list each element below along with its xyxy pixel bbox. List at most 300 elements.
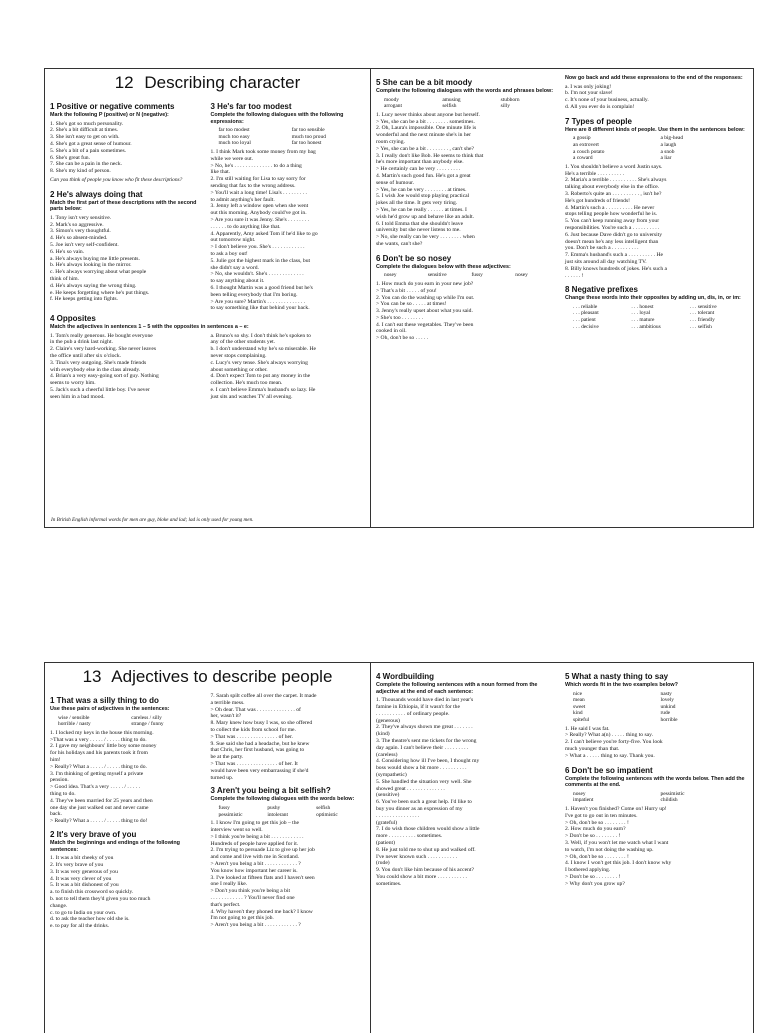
exercise-line: the office until after six o'clock. (50, 353, 122, 360)
exercise-line: e. I can't believe Emma's husband's so lazy. He (210, 387, 316, 394)
exercise-line: 4. I can't eat these vegetables. They've been (376, 321, 474, 328)
exercise-line: I've got to go out in ten minutes. (565, 812, 638, 819)
word-option: a snob (660, 148, 675, 155)
exercise-line: d. to ask the teacher how old she is. (50, 916, 130, 923)
exercise-line: > Oh, don't be so . . . . . . . . ! (565, 853, 629, 860)
exercise-line: talking about everybody else in the office. (565, 184, 660, 191)
exercise-line: to say something like that behind your back. (210, 305, 310, 312)
word-option: fussy (218, 804, 230, 811)
word-option: far too honest (291, 140, 322, 147)
exercise-line: a terrible mess. (210, 699, 245, 706)
exercise-line: 5. Julie got the highest mark in the class, but (210, 257, 311, 264)
word-box (219, 805, 366, 818)
exercise-line: to collect the kids from school for me. (210, 726, 296, 733)
exercise-line: never stops complaining. (210, 353, 267, 360)
word-box (573, 691, 748, 724)
exercise-line: you. Don't be such a . . . . . . . . . . (565, 245, 639, 252)
exercise-line: > No, he's . . . . . . . . . . . . . . to do a thing (210, 162, 302, 169)
exercise-line: > Really? What a . . . . . / . . . . . thing to do! (50, 818, 148, 825)
word-box (573, 791, 748, 804)
word-option: pessimistic (660, 790, 685, 797)
exercise-line: 8. Mary knew how busy I was, so she offered (210, 720, 313, 727)
word-option: far too modest (218, 127, 250, 134)
exercise-line: > You'll wait a long time! Lisa's . . . . . . . . . (210, 189, 307, 196)
exercise-line: b. I don't understand why he's so miserable. He (210, 346, 316, 353)
exercise-line: > Aren't you being a bit . . . . . . . . . . . . ? (210, 922, 301, 929)
word-option: nosey (515, 272, 528, 279)
exercise-line: d. Don't expect Tom to put any money in the (210, 373, 311, 380)
exercise-line: 7. She can be a pain in the neck. (50, 161, 123, 168)
exercise-line: He's a terrible . . . . . . . . . . (565, 170, 625, 177)
exercise-line: 7. I do wish those children would show a little (376, 826, 480, 833)
exercise-line: 2. I'm still waiting for Lisa to say sorry for (210, 176, 306, 183)
word-option: pessimistic (218, 811, 243, 818)
word-option: . . . selfish (689, 323, 712, 330)
exercise-line: 5. Joe isn't very self-confident. (50, 241, 119, 248)
exercise-line: buy you dinner as an expression of my (376, 805, 463, 812)
exercise-line: 2. It's very brave of you (50, 861, 104, 868)
exercise-line: > I don't believe you. She's . . . . . . . . . . . . (210, 244, 305, 251)
exercise-lines (376, 112, 559, 248)
exercise-line: . . . . . . to do anything like that. (210, 223, 281, 230)
exercise-lines (565, 164, 748, 280)
exercise-line: 6. You've been such a great help. I'd like to (376, 799, 472, 806)
exercise-line: (rude) (376, 860, 390, 867)
exercise-lines (211, 333, 366, 401)
word-option: stubborn (500, 96, 520, 103)
exercise-line: 1. Haven't you finished? Come on! Hurry up! (565, 805, 667, 812)
exercise-line: and come and live with me in Scotland. (210, 854, 300, 861)
exercise-line: responsibilities. You're such a . . . . . . . . . . (565, 224, 660, 231)
exercise-line: 3. It was very generous of you (50, 868, 118, 875)
word-option: . . . pleasant (573, 310, 599, 317)
exercise-line: seems to worry him. (50, 380, 96, 387)
exercise-line: > She's too . . . . . . . . (376, 314, 424, 321)
instruction: Complete the following sentences with the words below. Then add the comments at the end. (565, 775, 745, 789)
word-option: amusing (442, 96, 461, 103)
exercise-line: collection. He's much too mean. (210, 380, 283, 387)
word-option: horrible / nasty (58, 721, 91, 728)
section-title: 4 Opposites (50, 314, 96, 324)
exercise-line: 1. Lucy never thinks about anyone but herself. (376, 111, 480, 118)
section-title: 3 Aren't you being a bit selfish? (210, 786, 331, 796)
exercise-line: be at the party. (210, 754, 244, 761)
instruction: Complete the following dialogues with the following expressions: (210, 112, 344, 125)
exercise-line: c. It's none of your business, actually. (565, 97, 649, 104)
exercise-lines (50, 121, 205, 175)
word-box (219, 127, 366, 147)
exercise-line: > Yes, she can be a bit . . . . . . . . sometimes. (376, 118, 475, 125)
instruction: Here are 8 different kinds of people. Use them in the sentences below: (565, 126, 745, 133)
word-option: selfish (316, 804, 331, 811)
word-option: nice (573, 690, 582, 697)
word-option: . . . sensitive (689, 303, 717, 310)
exercise-line: day again. I can't believe their . . . . . . . . . (376, 744, 469, 751)
word-option: horrible (660, 716, 678, 723)
exercise-line: while we were out. (210, 155, 254, 162)
exercise-line: been telling everybody that I'm boring. (210, 291, 298, 298)
exercise-line: 2. I gave my neighbours' little boy some money (50, 743, 157, 750)
exercise-line: 1. Tony isn't very sensitive. (50, 214, 112, 221)
exercise-line: (sensitive) (376, 792, 400, 799)
section-title: 1 Positive or negative comments (50, 102, 175, 111)
exercise-line: > Don't be so . . . . . . . . ! (565, 833, 621, 840)
exercise-line: 3. Tina's very outgoing. She's made friends (50, 359, 147, 366)
u12-left-column-1 (50, 99, 205, 312)
exercise-line: > What a . . . . . thing to say. Thank you. (565, 752, 655, 759)
exercise-line: . . . . . . . . . . . . ? You'll never find one (210, 894, 295, 901)
word-option: fussy (471, 272, 483, 279)
unit-number: 12 (114, 73, 134, 92)
exercise-line: 1. It was a bit cheeky of you (50, 855, 114, 862)
exercise-line: 2. Maria's a terrible . . . . . . . . . . She's always (565, 177, 667, 184)
exercise-line: interview went so well. (210, 826, 263, 833)
exercise-line: 4. Martin's such a . . . . . . . . . . He never (565, 204, 655, 211)
exercise-lines (565, 84, 748, 111)
exercise-line: doesn't mean he's any less intelligent than (565, 238, 659, 245)
exercise-line: 4. Why haven't they phoned me back? I know (210, 908, 313, 915)
exercise-line: You know how important her career is. (210, 867, 298, 874)
u13-right-column-2 (565, 669, 748, 888)
exercise-line: > Why don't you grow up? (565, 880, 625, 887)
exercise-line: to watch, I'm not doing the washing up. (565, 846, 654, 853)
word-option: careless / silly (131, 714, 162, 721)
u13-right-column-1 (376, 669, 559, 888)
exercise-line: 1. I think Mark took some money from my bag (210, 148, 316, 155)
exercise-line: > I think you're being a bit . . . . . . . . . . . . (210, 833, 304, 840)
word-option: an extrovert (573, 141, 599, 148)
exercise-line: 1. She's got so much personality. (50, 120, 124, 127)
exercise-line: her, wasn't it? (210, 713, 242, 720)
exercise-line: sometimes. (376, 880, 402, 887)
exercise-line: b. I'm not your slave! (565, 90, 613, 97)
exercise-line: that's perfect. (210, 901, 241, 908)
exercise-line: (grateful) (376, 819, 398, 826)
u13-left-column-1 (50, 693, 205, 930)
exercise-line: more . . . . . . . . . . sometimes. (376, 833, 443, 840)
exercise-line: about something or other. (210, 366, 268, 373)
instruction: Use these pairs of adjectives in the sentences: (50, 706, 170, 712)
word-option: nosey (384, 272, 397, 279)
exercise-line: one day she just walked out and never came (50, 804, 149, 811)
exercise-line: just sits and watches TV all evening. (210, 393, 293, 400)
u12-right-column-1 (376, 75, 559, 342)
exercise-line: 2. Claire's very hard-working. She never leaves (50, 346, 157, 353)
section-title: 5 What a nasty thing to say (565, 672, 669, 681)
exercise-line: in the pub a drink last night. (50, 339, 113, 346)
word-box (573, 135, 748, 161)
exercise-line: 4. Considering how ill I've been, I thought my (376, 758, 480, 765)
word-option: . . . loyal (631, 310, 651, 317)
exercise-line: 2. I can't believe you're forty-five. You look (565, 739, 663, 746)
exercise-line: > Are you sure? Martin's . . . . . . . . . . . . . . (210, 298, 306, 305)
exercise-line: > Don't be so . . . . . . . . ! (565, 873, 621, 880)
exercise-line: (patient) (376, 839, 395, 846)
exercise-line: 4. Brian's a very easy-going sort of guy. Nothing (50, 373, 159, 380)
word-option: a laugh (660, 141, 677, 148)
exercise-line: 3. I really don't like Bob. He seems to think that (376, 152, 484, 159)
word-option: far too sensible (291, 127, 325, 134)
exercise-line: out tomorrow night. (210, 237, 256, 244)
exercise-line: back. (50, 811, 62, 818)
exercise-line: c. to go to India on your own. (50, 909, 117, 916)
instruction: Change these words into their opposites by adding un, dis, in, or im: (565, 295, 741, 302)
exercise-line: pension. (50, 777, 69, 784)
word-option: . . . reliable (573, 303, 598, 310)
instruction: Match the first part of these descriptions with the second parts below: (50, 199, 197, 213)
word-option: a couch potato (573, 148, 605, 155)
exercise-line: to admit anything's her fault. (210, 196, 275, 203)
exercise-line: (generous) (376, 717, 400, 724)
exercise-line: that Chris, her first husband, was going to (210, 747, 305, 754)
exercise-line: him! (50, 756, 61, 763)
exercise-lines (211, 149, 366, 312)
u13-left-column-2 (211, 693, 366, 930)
exercise-line: a. Bruno's so shy. I don't think he's spoken to (210, 332, 311, 339)
exercise-line: 6. He's so vain. (50, 248, 85, 255)
exercise-line: 4. He's so absent-minded. (50, 235, 108, 242)
exercise-line: to ask a boy out! (210, 250, 248, 257)
word-option: strange / funny (131, 721, 164, 728)
exercise-line: with everybody else in the class already. (50, 366, 141, 373)
instruction: Match the adjectives in sentences 1 – 5 with the opposites in sentences a – e: (50, 324, 249, 331)
exercise-line: 2. Mark's so aggressive. (50, 221, 104, 228)
word-option: rude (660, 710, 671, 717)
word-option: a coward (573, 155, 593, 162)
exercise-line: 4. I know I won't get this job. I don't know why (565, 860, 672, 867)
word-option: much too proud (291, 133, 326, 140)
instruction: Match the beginnings and endings of the following sentences: (50, 839, 180, 853)
exercise-line: a. He's always buying me little presents. (50, 255, 140, 262)
unit-13-right-page (371, 663, 753, 1033)
exercise-line: b. not to tell them they'd given you too much (50, 895, 151, 902)
exercise-line: > That's a bit . . . . . of you! (376, 287, 437, 294)
exercise-line: a. to finish this crossword so quickly. (50, 889, 134, 896)
word-option: sensitive (427, 272, 447, 279)
u12-left-column-2 (211, 99, 366, 312)
exercise-line: 1. How much do you earn in your new job? (376, 280, 474, 287)
exercise-line: 5. You can't keep running away from your (565, 218, 660, 225)
exercise-line: to say anything about it. (210, 278, 265, 285)
unit-number: 13 (82, 667, 102, 686)
exercise-line: > Oh dear. That was . . . . . . . . . . . . . . of (210, 706, 301, 713)
exercise-line: 2. How much do you earn? (565, 826, 626, 833)
exercise-lines (565, 806, 748, 888)
unit-12-left-page (45, 69, 371, 527)
exercise-line: > Are you sure it was Jenny. She's . . . . . . . . (210, 216, 310, 223)
word-option: . . . decisive (573, 323, 599, 330)
section-title: 6 Don't be so nosey (376, 253, 452, 263)
exercise-line: showed great . . . . . . . . . . . . . . (376, 785, 445, 792)
word-option: . . . honest (631, 303, 654, 310)
section-title: 2 He's always doing that (50, 189, 143, 199)
exercise-line: 6. I told Emma that she shouldn't leave (376, 220, 464, 227)
exercise-line: 8. He just told me to shut up and walked off. (376, 846, 476, 853)
word-option: unkind (660, 703, 676, 710)
word-option: mean (573, 697, 585, 704)
exercise-line: 2. They've always shown me great . . . . . . . (376, 724, 473, 731)
exercise-line: stops telling people how wonderful he is. (565, 211, 658, 218)
exercise-line: out this morning. Anybody could've got in. (210, 210, 307, 217)
exercise-line: 3. Simon's very thoughtful. (50, 228, 111, 235)
section-title: 6 Don't be so impatient (565, 765, 653, 775)
word-option: a gossip (573, 135, 591, 142)
exercise-line: sense of humour. (376, 179, 415, 186)
exercise-line: You could show a bit more . . . . . . . . . . . (376, 873, 467, 880)
exercise-line: 9. You don't like him because of his accent? (376, 867, 474, 874)
word-box (384, 97, 559, 110)
exercise-line: 4. Apparently, Amy asked Tom if he'd like to go (210, 230, 318, 237)
word-option: childish (660, 797, 678, 804)
unit-12-page (44, 68, 754, 528)
exercise-lines (211, 820, 366, 929)
exercise-line: > No, she really can be very . . . . . . . . when (376, 234, 475, 241)
word-option: nasty (660, 690, 672, 697)
exercise-line: (sympathetic) (376, 771, 407, 778)
unit-title-text: Describing character (144, 73, 301, 92)
exercise-line: > Really? What a . . . . . / . . . . . thing to do. (50, 763, 147, 770)
exercise-line: 7. Sarah spilt coffee all over the carpet. It made (210, 693, 317, 699)
exercise-line: seen him in a bad mood. (50, 393, 105, 400)
word-option: spiteful (573, 716, 590, 723)
instruction: Complete the following dialogues with the words below: (210, 796, 355, 803)
exercise-line: I bothered applying. (565, 867, 611, 874)
word-option: sweet (573, 703, 586, 710)
exercise-line: one I really like. (210, 881, 248, 888)
exercise-line: wonderful and the next minute she's in her (376, 132, 471, 139)
exercise-line: wish he'd grow up and behave like an adult. (376, 213, 475, 220)
exercise-line: 5. She handled the situation very well. She (376, 778, 472, 785)
exercise-line: 2. Oh, Laura's impossible. One minute life is (376, 125, 477, 132)
exercise-line: 3. Jenny's really upset about what you said. (376, 308, 473, 315)
exercise-line: 3. I've looked at fifteen flats and I haven't seen (210, 874, 315, 881)
exercise-line: 9. Sue said she had a headache, but he knew (210, 740, 310, 747)
exercise-line: 5. She's a bit of a pain sometimes. (50, 147, 127, 154)
unit-title-text: Adjectives to describe people (111, 667, 333, 686)
exercise-line: 4. She's got a great sense of humour. (50, 140, 132, 147)
exercise-lines (50, 333, 205, 401)
exercise-line: > Yes, he can be really . . . . . . at times. I (376, 206, 467, 213)
exercise-line: (kind) (376, 731, 390, 738)
exercise-line: room crying. (376, 138, 405, 145)
exercise-line: . . . . . . . . . . . . . . . . (376, 812, 420, 819)
word-box (58, 715, 205, 728)
exercise-line: 3. I'm thinking of getting myself a private (50, 770, 144, 777)
word-option: kind (573, 710, 583, 717)
exercise-line: e. He keeps forgetting where he's put things. (50, 289, 150, 296)
exercise-line: >That was a very . . . . . / . . . . . thing to do. (50, 736, 147, 743)
exercise-line: 5. I wish Joe would stop playing practical (376, 193, 470, 200)
word-option: arrogant (384, 103, 402, 110)
exercise-line: sending that fax to the wrong address. (210, 182, 296, 189)
exercise-line: He's got hundreds of friends! (565, 197, 631, 204)
word-option: pushy (267, 804, 281, 811)
exercise-line: > You can be so . . . . . at times! (376, 301, 447, 308)
exercise-line: a. I was only joking! (565, 83, 612, 90)
exercise-line: boss would show a bit more . . . . . . . . . . (376, 765, 467, 772)
exercise-line: for his holidays and his parents took it from (50, 750, 148, 757)
exercise-line: 6. I thought Martin was a good friend but he's (210, 284, 313, 291)
instruction: Complete the following sentences with a noun formed from the adjective at the end of each sentence: (376, 682, 538, 695)
note: Can you think of people you know who fit these descriptions? (50, 176, 183, 183)
word-option: wise / sensible (58, 714, 90, 721)
exercise-line: 3. She isn't easy to get on with. (50, 134, 120, 141)
exercise-line: 7. Emma's husband's such a . . . . . . . . . . He (565, 252, 664, 259)
word-option: much too easy (218, 133, 250, 140)
exercise-lines (211, 693, 366, 781)
exercise-line: (careless) (376, 751, 398, 758)
section-title: 8 Negative prefixes (565, 285, 638, 295)
instruction: Complete the dialogues below with these adjectives: (376, 263, 511, 270)
word-option: . . . tolerant (689, 310, 715, 317)
exercise-line: 2. She's a bit difficult at times. (50, 127, 119, 134)
exercise-line: just sits around all day watching TV. (565, 258, 647, 265)
section-title: 3 He's far too modest (210, 102, 292, 111)
exercise-line: think of him. (50, 275, 80, 282)
exercise-line: d. He's always saying the wrong thing. (50, 282, 137, 289)
word-box (384, 272, 559, 279)
instruction: Mark the following P (positive) or N (negative): (50, 112, 169, 118)
instruction: Now go back and add these expressions to the end of the responses: (565, 75, 743, 81)
word-option: a liar (660, 155, 672, 162)
exercise-line: like that. (210, 169, 231, 176)
exercise-line: I've never known such . . . . . . . . . . . (376, 853, 458, 860)
exercise-line: > Aren't you being a bit . . . . . . . . . . . . ? (210, 860, 301, 867)
section-title: 7 Types of people (565, 116, 632, 126)
word-option: lovely (660, 697, 674, 704)
exercise-line: 4. Martin's such good fun. He's got a great (376, 172, 471, 179)
word-option: intolerant (267, 811, 288, 818)
exercise-line: she wants, can't she? (376, 240, 423, 247)
exercise-line: 6. Just because Dave didn't go to university (565, 231, 663, 238)
exercise-lines (50, 855, 205, 930)
exercise-line: f. He keeps getting into fights. (50, 296, 118, 303)
section-title: 4 Wordbuilding (376, 672, 435, 681)
exercise-line: > Really? What a(n) . . . . . thing to say. (565, 732, 653, 739)
exercise-line: any of the other students yet. (210, 339, 276, 346)
exercise-lines (50, 730, 205, 825)
exercise-line: > That was . . . . . . . . . . . . . . . of her. (210, 733, 293, 740)
unit-12-right-page (371, 69, 753, 527)
exercise-line: 3. Well, if you won't let me watch what I want (565, 839, 669, 846)
word-option: optimistic (316, 811, 338, 818)
exercise-line: > Yes, she can be a bit . . . . . . . . , can't she? (376, 145, 474, 152)
exercise-line: 3. The theatre's sent me tickets for the wrong (376, 737, 477, 744)
exercise-line: 2. I'm trying to persuade Liz to give up her job (210, 847, 315, 854)
word-option: moody (384, 96, 399, 103)
exercise-line: c. He's always worrying about what people (50, 269, 147, 276)
exercise-line: b. He's always looking in the mirror. (50, 262, 132, 269)
exercise-line: turned up. (210, 774, 234, 781)
exercise-line: 8. Billy knows hundreds of jokes. He's such a (565, 265, 667, 272)
word-option: a big-head (660, 135, 684, 142)
exercise-line: 5. It was a bit dishonest of you (50, 882, 119, 889)
exercise-line: 1. I know I'm going to get this job – the (210, 820, 299, 827)
exercise-line: > Oh, don't be so . . . . . . . . ! (565, 819, 629, 826)
word-option: silly (500, 103, 510, 110)
section-title: 1 That was a silly thing to do (50, 696, 159, 705)
exercise-line: 1. Tom's really generous. He bought everyone (50, 332, 153, 339)
exercise-line: thing to do. (50, 790, 76, 797)
section-title: 5 She can be a bit moody (376, 78, 473, 87)
exercise-line: would have been very embarrassing if she'd (210, 767, 309, 774)
exercise-lines (50, 215, 205, 303)
u12-right-column-2 (565, 75, 748, 342)
exercise-line: 8. She's my kind of person. (50, 168, 111, 175)
exercise-line: > No, she wouldn't. She's . . . . . . . . . . . . . (210, 271, 304, 278)
exercise-line: 1. He said I was fat. (565, 725, 610, 732)
instruction: Complete the following dialogues with the words and phrases below: (376, 88, 554, 94)
